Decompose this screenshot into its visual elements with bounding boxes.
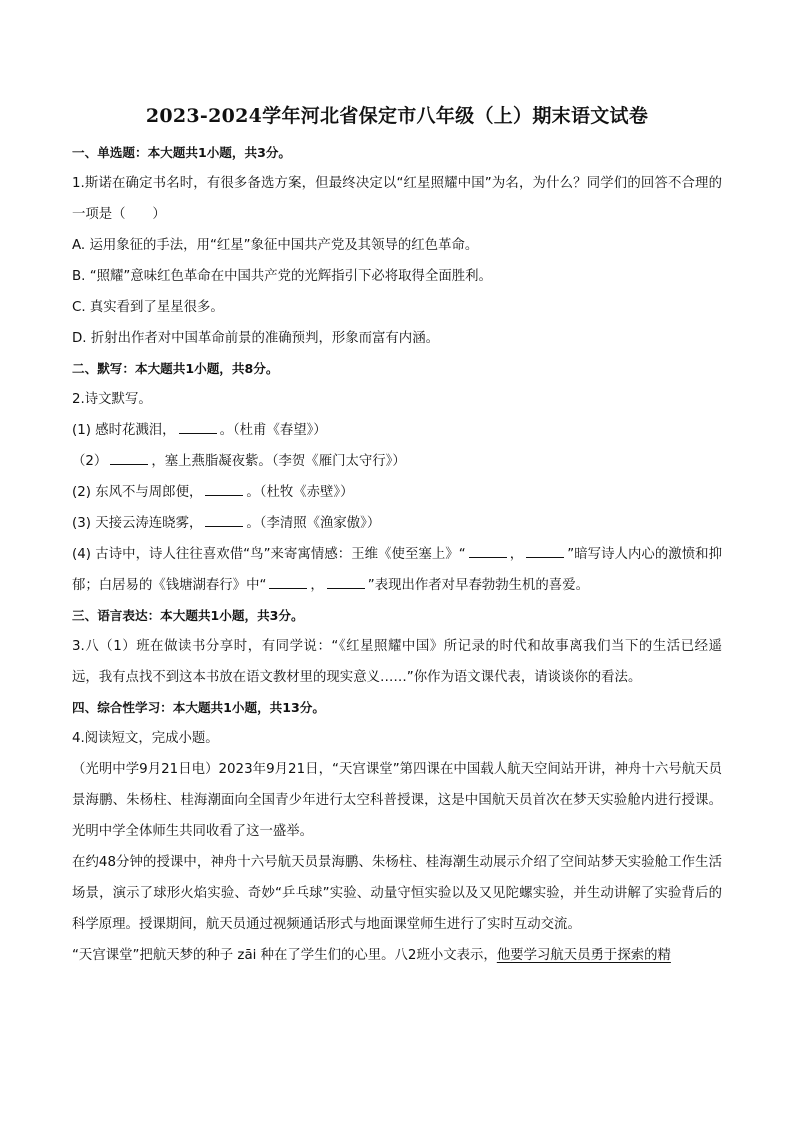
section-3-heading: 三、语言表达：本大题共1小题，共3分。 [72,608,304,623]
passage-paragraph-3 [72,940,722,971]
poem-line-5 [72,539,722,601]
answer-blank[interactable] [205,483,243,496]
poem-line-3 [72,477,722,508]
poem-line-2 [72,446,722,477]
answer-blank[interactable] [327,576,365,589]
answer-blank[interactable] [205,514,243,527]
answer-blank[interactable] [526,545,564,558]
option-c[interactable]: C. 真实看到了星星很多。 [72,300,224,315]
poem-line-4-prefix: (3) 天接云涛连晓雾， [72,516,203,531]
section-4-heading: 四、综合性学习：本大题共1小题，共13分。 [72,700,325,715]
question-4: 4.阅读短文，完成小题。 [72,731,219,746]
answer-blank[interactable] [110,452,148,465]
passage-paragraph-2: 在约48分钟的授课中，神舟十六号航天员景海鹏、朱杨柱、桂海潮生动展示介绍了空间站梦天实验舱工作生活场景，演示了球形火焰实验、奇妙“乒乓球”实验、动量守恒实验以及又见陀螺实验，并生动讲解了实验背后的科学原理。授课期间，航天员通过视频通话形式与地面课堂师生进行了实时互动交流。 [72,855,722,932]
poem-line-5-part-e: ”表现出作者对早春勃勃生机的喜爱。 [367,578,589,593]
poem-line-1 [72,415,722,446]
section-1-heading: 一、单选题：本大题共1小题，共3分。 [72,145,292,160]
poem-line-5-part-c: ”暗写诗人内心的激愤和抑郁；白居易的《钱塘湖春行》中“ [72,547,723,593]
poem-line-1-suffix: 。（杜甫《春望》） [219,423,327,438]
exam-title: 2023-2024学年河北省保定市八年级（上）期末语文试卷 [145,105,649,127]
poem-line-1-prefix: (1) 感时花溅泪， [72,423,176,438]
section-2-heading: 二、默写：本大题共1小题，共8分。 [72,361,279,376]
underlined-sentence: 他要学习航天员勇于探索的精 [496,948,671,963]
poem-line-3-suffix: 。（杜牧《赤壁》） [246,485,354,500]
passage-paragraph-1: （光明中学9月21日电）2023年9月21日，“天宫课堂”第四课在中国载人航天空间站开讲，神舟十六号航天员景海鹏、朱杨柱、桂海潮面向全国青少年进行太空科普授课，这是中国航天员首次在梦天实验舱内进行授课。光明中学全体师生共同收看了这一盛举。 [72,762,722,839]
poem-line-3-prefix: (2) 东风不与周郎便， [72,485,203,500]
option-a[interactable]: A. 运用象征的手法，用“红星”象征中国共产党及其领导的红色革命。 [72,238,479,253]
answer-blank[interactable] [469,545,507,558]
poem-line-5-part-b: ， [509,547,524,562]
exam-page [72,100,722,971]
poem-line-5-part-a: (4) 古诗中，诗人往往喜欢借“鸟”来寄寓情感：王维《使至塞上》“ [72,547,466,562]
poem-line-5-part-d: ， [310,578,324,593]
poem-line-4 [72,508,722,539]
poem-line-4-suffix: 。（李清照《渔家傲》） [246,516,381,531]
poem-line-2-prefix: （2） [72,454,108,469]
poem-line-2-suffix: ，塞上燕脂凝夜紫。（李贺《雁门太守行》） [151,454,406,469]
question-3: 3.八（1）班在做读书分享时，有同学说：“《红星照耀中国》所记录的时代和故事离我们当下的生活已经遥远，我有点找不到这本书放在语文教材里的现实意义……”你作为语文课代表，请谈谈你的看法。 [72,639,722,685]
passage-paragraph-3-text: “天宫课堂”把航天梦的种子 zāi 种在了学生们的心里。八2班小文表示， [72,948,497,963]
question-2: 2.诗文默写。 [72,392,152,407]
option-b[interactable]: B. “照耀”意味红色革命在中国共产党的光辉指引下必将取得全面胜利。 [72,269,492,284]
answer-blank[interactable] [269,576,307,589]
option-d[interactable]: D. 折射出作者对中国革命前景的准确预判，形象而富有内涵。 [72,331,439,346]
answer-blank[interactable] [179,421,217,434]
question-1: 1.斯诺在确定书名时，有很多备选方案，但最终决定以“红星照耀中国”为名，为什么？同学们的回答不合理的一项是（ ） [72,176,722,222]
